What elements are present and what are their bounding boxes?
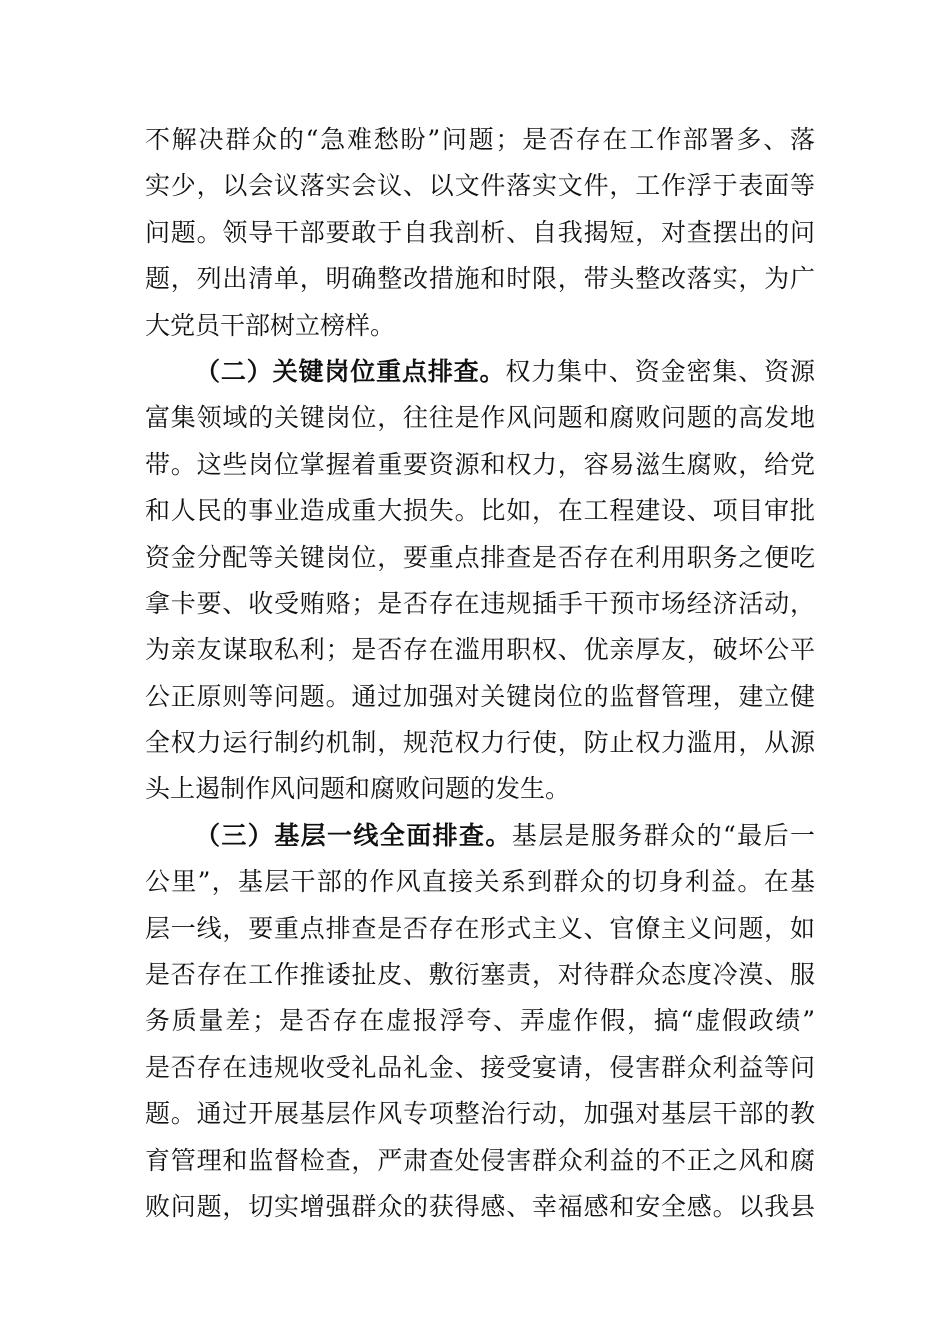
text-line	[145, 813, 815, 859]
text-line: 题。通过开展基层作风专项整治行动，加强对基层干部的教	[145, 1099, 815, 1129]
text-line	[145, 349, 815, 395]
text-line: 题，列出清单，明确整改措施和时限，带头整改落实，为广	[145, 264, 815, 294]
text-line: 是否存在工作推诿扯皮、敷衍塞责，对待群众态度冷漠、服	[145, 960, 815, 990]
text-line: 是否存在违规收受礼品礼金、接受宴请，侵害群众利益等问	[145, 1052, 815, 1082]
text-line: 资金分配等关键岗位，要重点排查是否存在利用职务之便吃	[145, 542, 815, 572]
paragraph-1	[145, 117, 815, 349]
text-line: 问题。领导干部要敢于自我剖析、自我揭短，对查摆出的问	[145, 217, 815, 247]
text-span: 基层是服务群众的“最后一	[511, 820, 815, 850]
text-line: 公里”，基层干部的作风直接关系到群众的切身利益。在基	[145, 867, 815, 897]
text-line: 务质量差；是否存在虚报浮夸、弄虚作假，搞“虚假政绩”	[145, 1006, 815, 1036]
text-line: 富集领域的关键岗位，往往是作风问题和腐败问题的高发地	[145, 403, 815, 433]
document-body	[145, 117, 815, 1230]
text-line: 拿卡要、收受贿赂；是否存在违规插手干预市场经济活动，	[145, 588, 815, 618]
text-line: 实少，以会议落实会议、以文件落实文件，工作浮于表面等	[145, 171, 815, 201]
text-line: 公正原则等问题。通过加强对关键岗位的监督管理，建立健	[145, 681, 815, 711]
text-line: 败问题，切实增强群众的获得感、幸福感和安全感。以我县	[145, 1191, 815, 1221]
text-line: 层一线，要重点排查是否存在形式主义、官僚主义问题，如	[145, 913, 815, 943]
paragraph-2	[145, 349, 815, 813]
text-line: 大党员干部树立榜样。	[145, 310, 396, 340]
text-line: 全权力运行制约机制，规范权力行使，防止权力滥用，从源	[145, 728, 815, 758]
section-heading: （二）关键岗位重点排查。	[195, 356, 506, 386]
text-line: 带。这些岗位掌握着重要资源和权力，容易滋生腐败，给党	[145, 449, 815, 479]
text-line: 育管理和监督检查，严肃查处侵害群众利益的不正之风和腐	[145, 1145, 815, 1175]
text-line: 头上遏制作风问题和腐败问题的发生。	[145, 774, 571, 804]
text-line: 为亲友谋取私利；是否存在滥用职权、优亲厚友，破坏公平	[145, 635, 815, 665]
text-span: 权力集中、资金密集、资源	[505, 356, 815, 386]
section-heading: （三）基层一线全面排查。	[195, 820, 512, 850]
text-line: 不解决群众的“急难愁盼”问题；是否存在工作部署多、落	[145, 125, 815, 154]
text-line: 和人民的事业造成重大损失。比如，在工程建设、项目审批	[145, 496, 815, 526]
paragraph-3	[145, 813, 815, 1231]
